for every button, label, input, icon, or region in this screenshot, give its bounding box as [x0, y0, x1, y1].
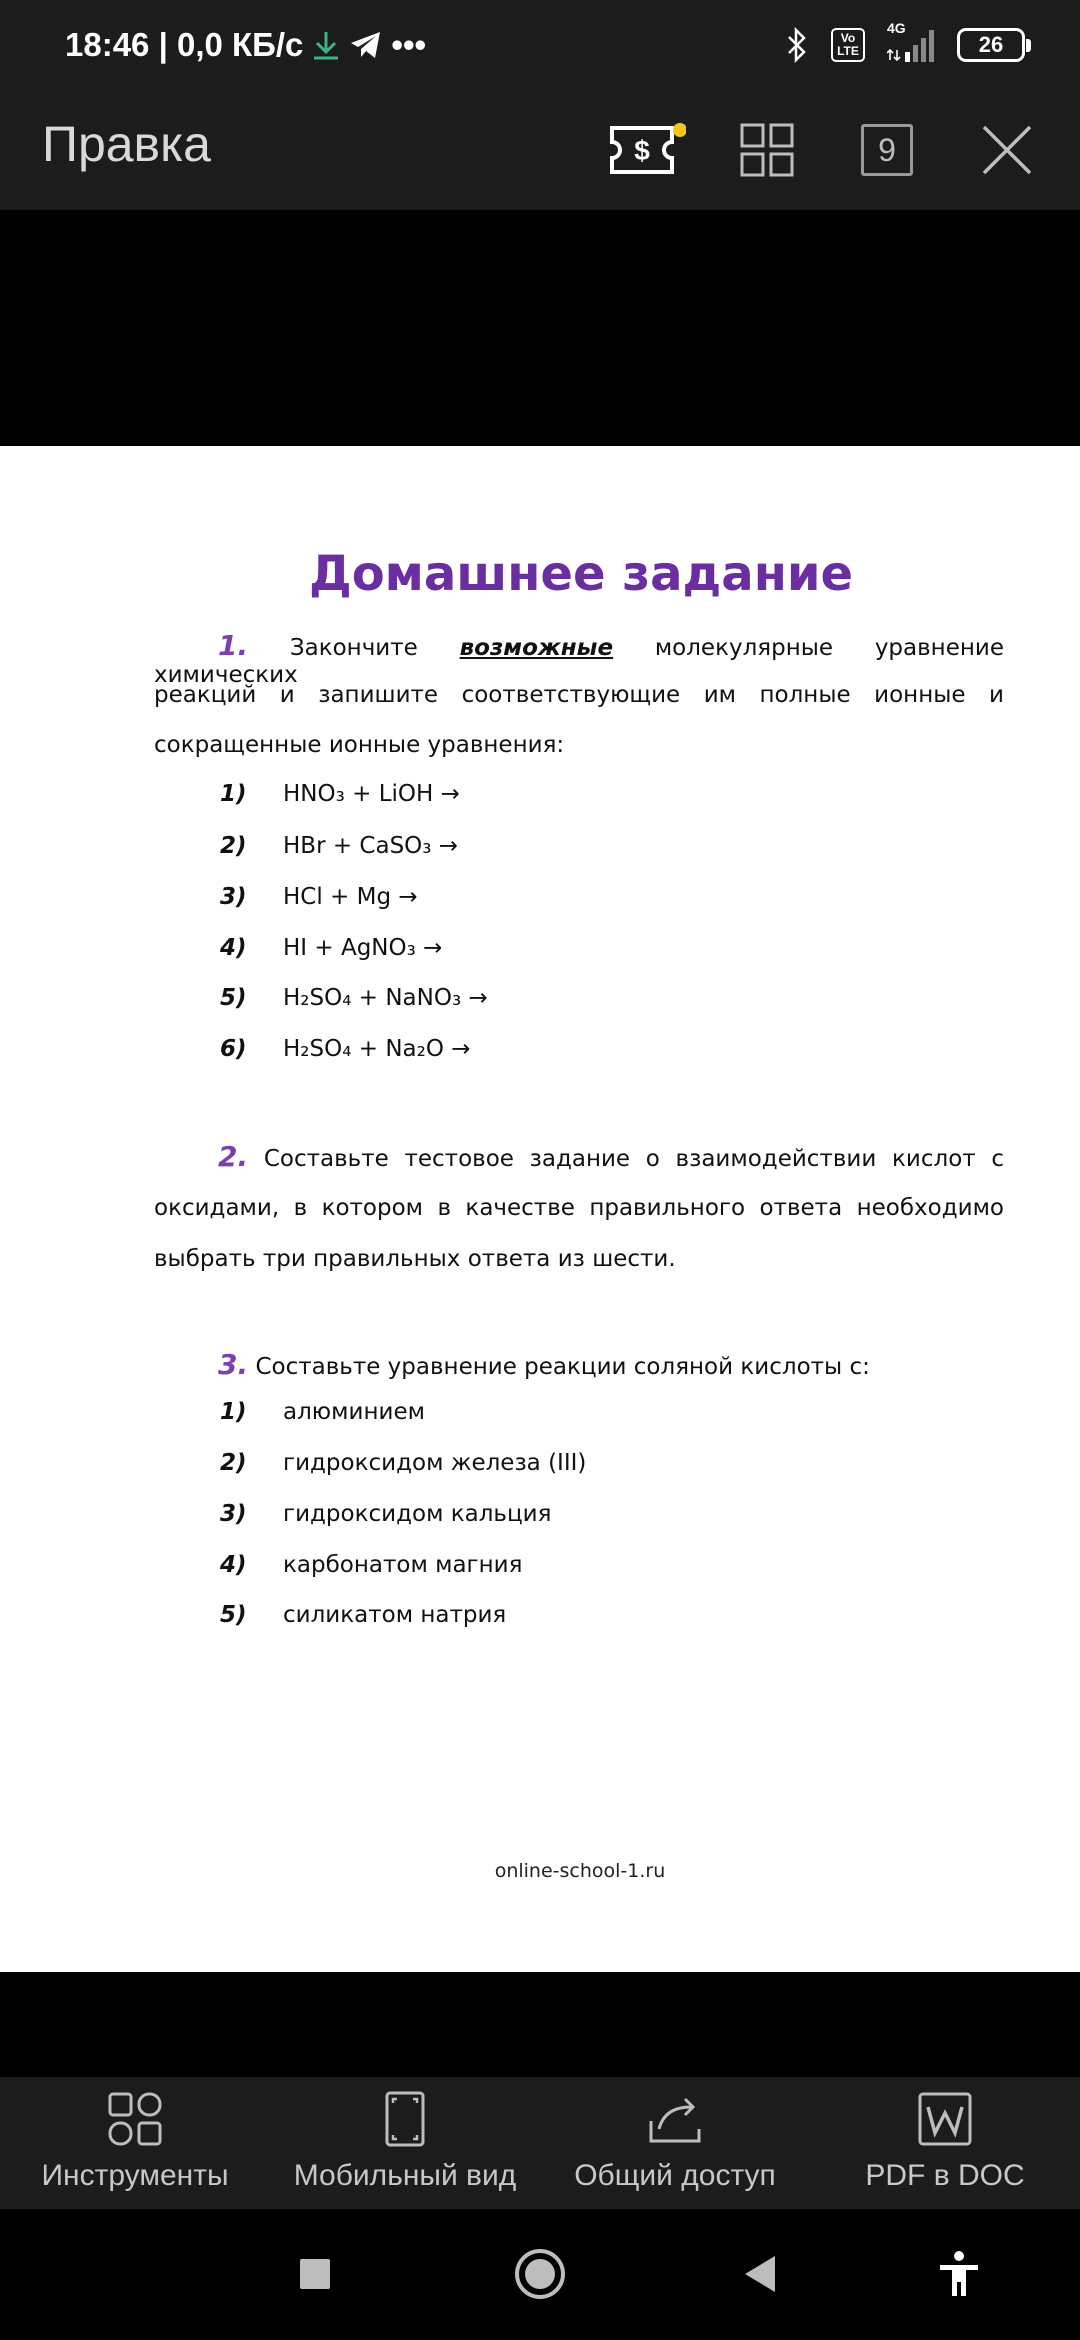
tools-label: Инструменты	[41, 2159, 229, 2192]
tools-button[interactable]	[0, 2091, 270, 2193]
status-left	[65, 26, 426, 64]
status-bar	[0, 0, 1080, 95]
item-number: 3)	[220, 884, 247, 910]
mobile-view-icon	[377, 2091, 433, 2147]
mobile-view-label: Мобильный вид	[293, 2159, 517, 2192]
status-time-speed: 18:46 | 0,0 КБ/с	[65, 26, 304, 63]
telegram-icon	[349, 30, 383, 60]
task3-line1	[154, 1348, 1004, 1381]
item-number: 3)	[220, 1501, 247, 1527]
item-text: HCl + Mg →	[283, 884, 418, 910]
item-text: карбонатом магния	[283, 1552, 523, 1578]
item-number: 5)	[220, 1602, 247, 1628]
accessibility-icon	[937, 2250, 981, 2298]
task2-line2: оксидами, в котором в качестве правильного ответа необходимо	[154, 1195, 1004, 1221]
home-circle-icon	[513, 2247, 567, 2301]
page-title: Правка	[42, 116, 211, 172]
item-text: силикатом натрия	[283, 1602, 507, 1628]
share-button[interactable]	[540, 2091, 810, 2193]
item-number: 1)	[220, 781, 247, 807]
item-number: 6)	[220, 1036, 247, 1062]
more-notifications-icon: •••	[391, 26, 427, 63]
task1-number: 1.	[218, 629, 249, 662]
thumbnails-button[interactable]	[727, 110, 807, 190]
pdf-to-doc-label: PDF в DOC	[865, 2159, 1025, 2192]
tools-icon	[107, 2091, 163, 2147]
network-type: 4G	[887, 20, 906, 36]
item-text: гидроксидом железа (III)	[283, 1450, 587, 1476]
pages-counter-button[interactable]	[847, 110, 927, 190]
task1-line1	[154, 629, 1004, 688]
task1-emphasis: возможные	[459, 635, 614, 661]
task1-text-a: Закончите	[289, 635, 418, 661]
back-triangle-icon	[741, 2254, 779, 2294]
item-text: H₂SO₄ + Na₂O →	[283, 1036, 471, 1062]
item-number: 4)	[220, 935, 247, 961]
doc-title: Домашнее задание	[308, 546, 854, 602]
signal-indicator	[887, 20, 935, 64]
item-text: H₂SO₄ + NaNO₃ →	[283, 985, 488, 1011]
grid-icon	[739, 122, 795, 178]
svg-text:$: $	[634, 135, 650, 166]
item-number: 5)	[220, 985, 247, 1011]
bluetooth-icon	[785, 27, 809, 63]
premium-button[interactable]	[606, 110, 686, 190]
volte-icon: Vo LTE	[831, 28, 865, 62]
recents-button[interactable]	[280, 2239, 350, 2309]
close-icon	[980, 123, 1034, 177]
document-page[interactable]	[0, 446, 1080, 1972]
pages-count: 9	[878, 131, 896, 168]
signal-icon	[887, 26, 935, 64]
pages-count-box	[861, 124, 913, 176]
task1-text-b: молекулярные уравнение химических	[154, 635, 1005, 688]
app-header	[0, 95, 1080, 210]
item-number: 2)	[220, 1450, 247, 1476]
status-right	[785, 20, 1025, 64]
download-icon	[311, 29, 341, 61]
battery-icon: 26	[957, 28, 1025, 62]
item-number: 2)	[220, 833, 247, 859]
item-text: HNO₃ + LiOH →	[283, 781, 460, 807]
ticket-dollar-icon	[606, 120, 686, 180]
item-number: 1)	[220, 1399, 247, 1425]
home-button[interactable]	[505, 2239, 575, 2309]
system-nav-bar	[0, 2209, 1080, 2340]
task2-number: 2.	[218, 1140, 249, 1173]
task3-text: Составьте уравнение реакции соляной кислоты с:	[255, 1354, 870, 1380]
item-text: гидроксидом кальция	[283, 1501, 552, 1527]
task2-line1	[154, 1140, 1004, 1173]
close-button[interactable]	[967, 110, 1047, 190]
footer-site: online-school-1.ru	[494, 1860, 666, 1882]
task3-number: 3.	[218, 1348, 249, 1381]
item-text: HI + AgNO₃ →	[283, 935, 443, 961]
task2-text: Составьте тестовое задание о взаимодействии кислот с	[263, 1146, 1005, 1172]
item-text: алюминием	[283, 1399, 425, 1425]
accessibility-button[interactable]	[924, 2239, 994, 2309]
task2-line3: выбрать три правильных ответа из шести.	[154, 1246, 676, 1272]
share-label: Общий доступ	[574, 2159, 776, 2192]
share-icon	[645, 2091, 705, 2147]
item-text: HBr + CaSO₃ →	[283, 833, 459, 859]
pdf-to-doc-button[interactable]	[810, 2091, 1080, 2193]
bottom-toolbar	[0, 2077, 1080, 2209]
back-button[interactable]	[725, 2239, 795, 2309]
square-icon	[298, 2257, 332, 2291]
word-doc-icon	[917, 2091, 973, 2147]
task1-line2: реакций и запишите соответствующие им полные ионные и	[154, 682, 1004, 708]
task1-line3: сокращенные ионные уравнения:	[154, 732, 565, 758]
item-number: 4)	[220, 1552, 247, 1578]
mobile-view-button[interactable]	[270, 2091, 540, 2193]
